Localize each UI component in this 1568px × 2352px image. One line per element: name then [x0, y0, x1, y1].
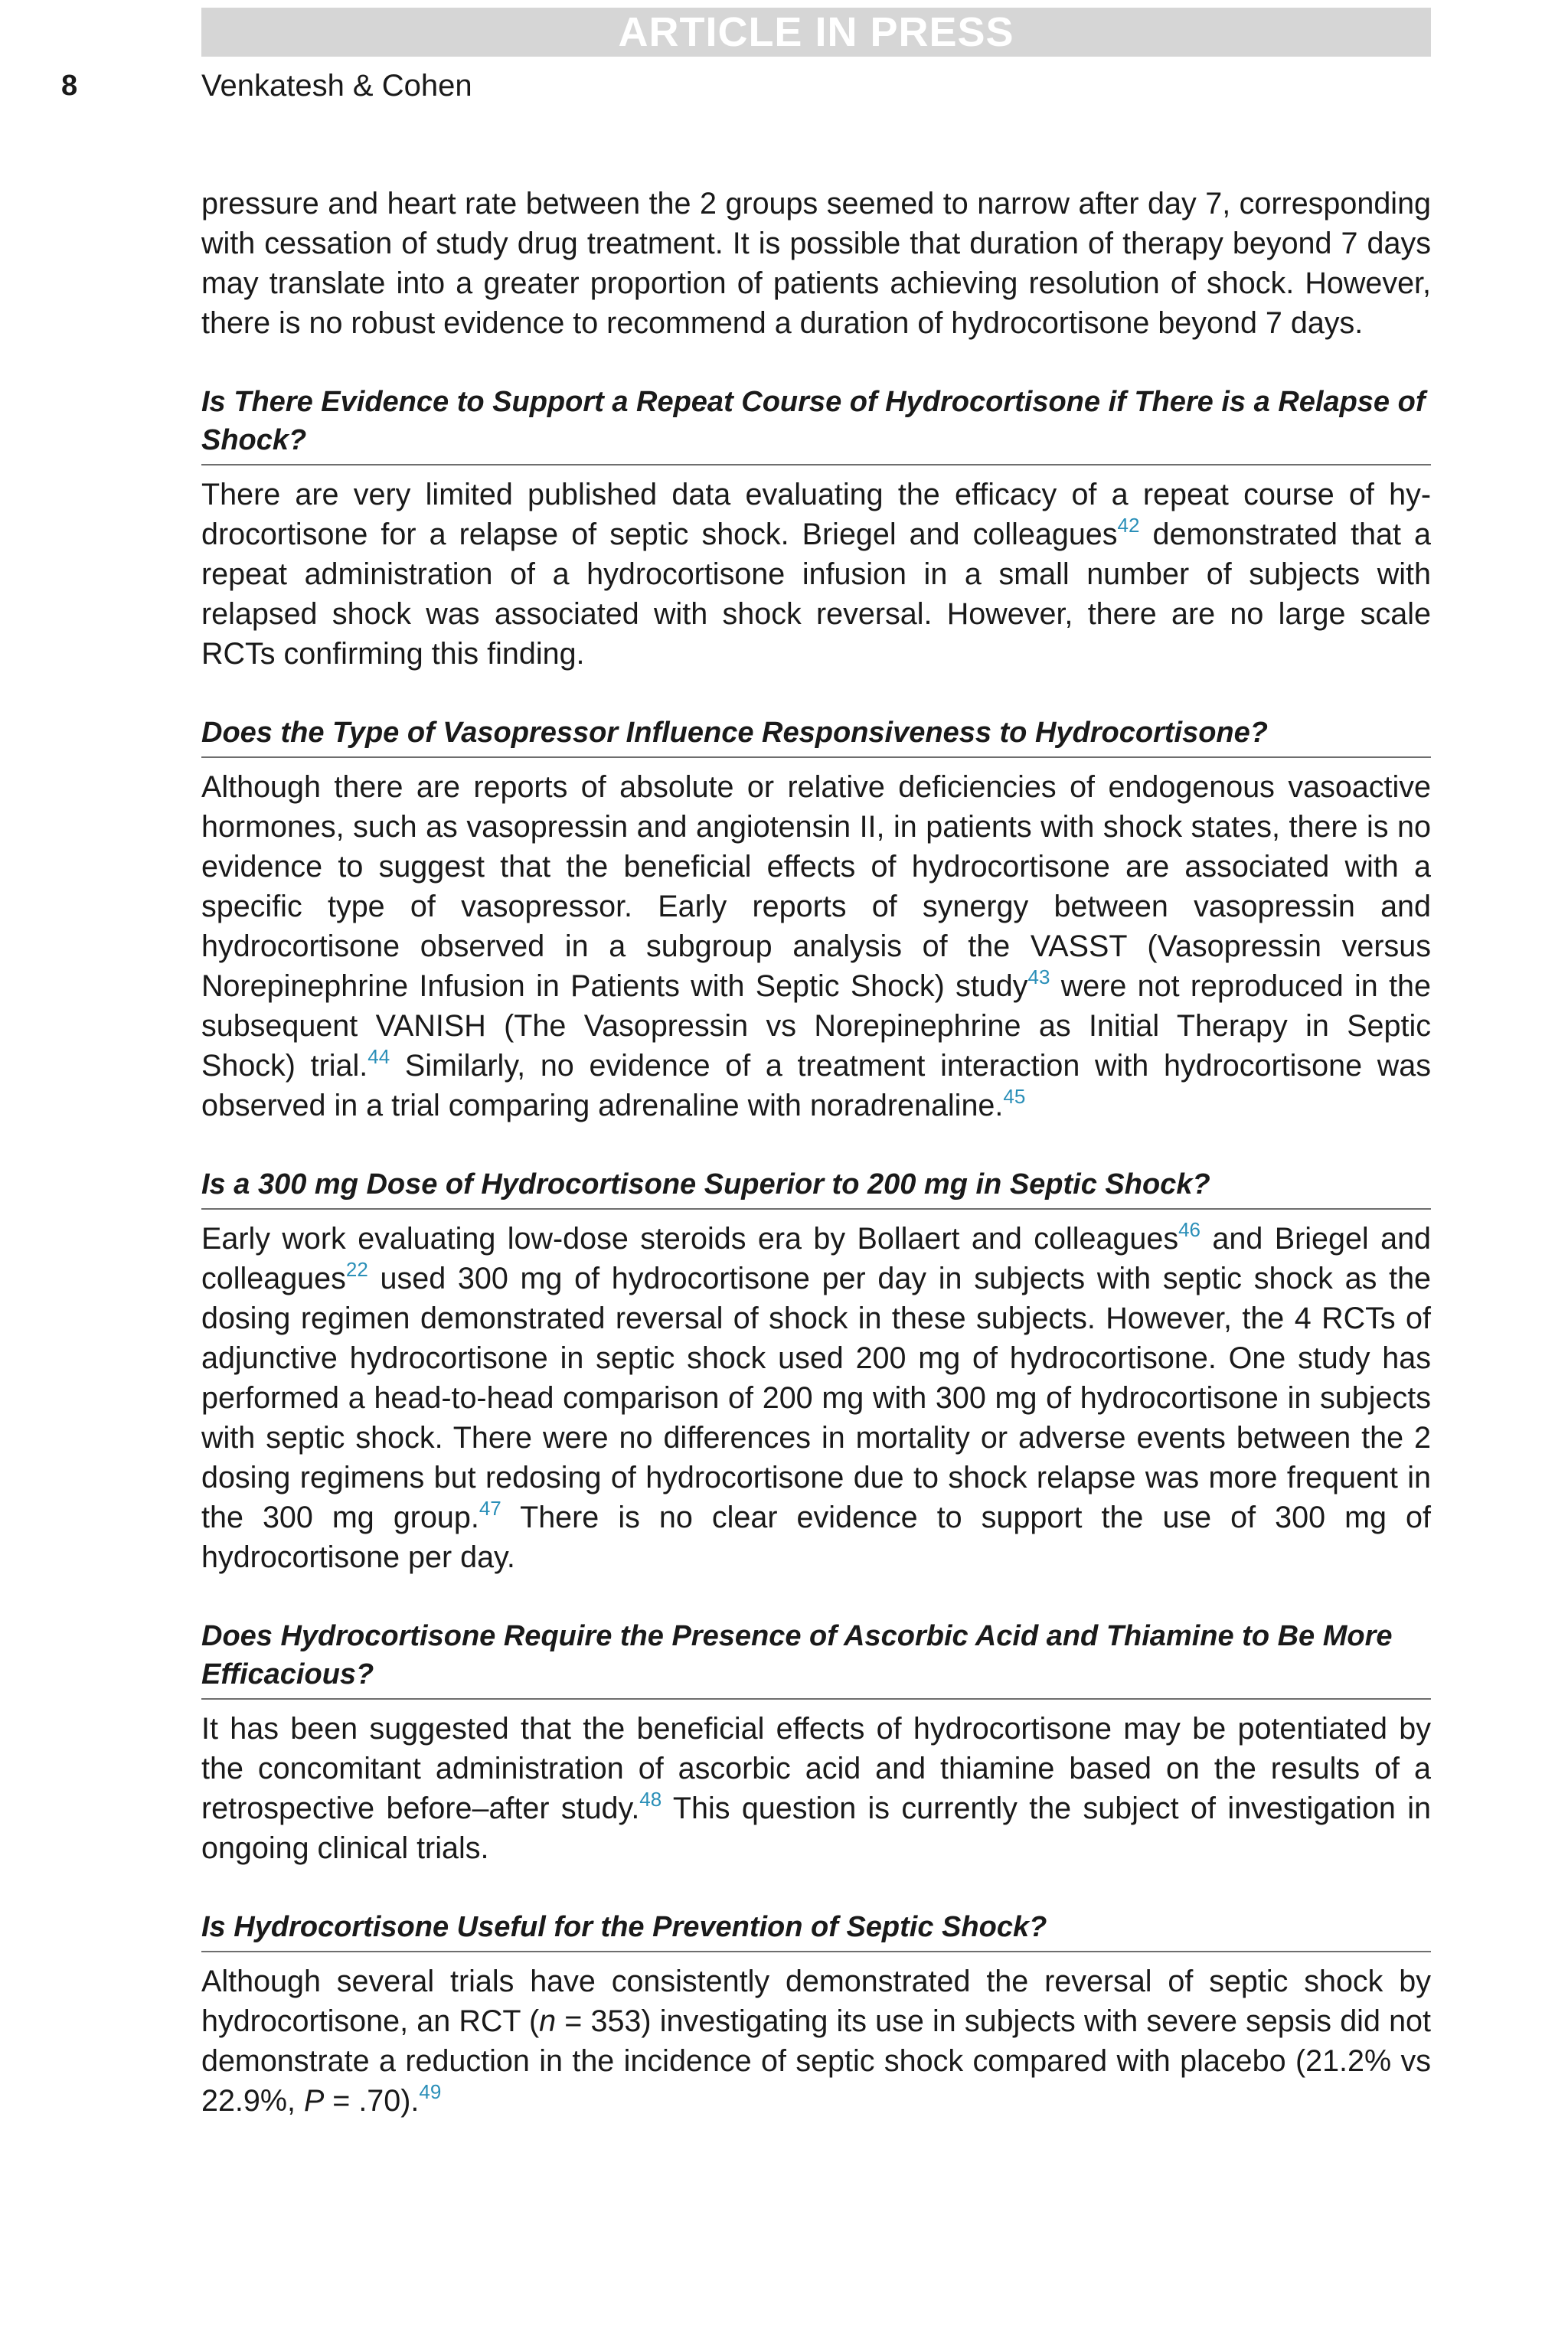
paragraph-text: Similarly, no evidence of a treatment interaction with hydrocortisone was observed in a trial comparing adrenaline with noradrenaline. [201, 1049, 1431, 1122]
reference-link-46[interactable]: 46 [1178, 1218, 1200, 1241]
paragraph-text: = .70). [324, 2084, 420, 2118]
paragraph-text: were not reproduced in the subsequent VANISH (The Vasopressin vs Norepinephrine as Initial Therapy in Septic Shock) trial. [201, 969, 1431, 1083]
variable-n: n [539, 2004, 557, 2038]
reference-link-48[interactable]: 48 [639, 1788, 662, 1811]
paragraph-text: This question is currently the subject of investigation in ongoing clinical trials. [201, 1792, 1431, 1865]
reference-link-42[interactable]: 42 [1117, 514, 1140, 537]
article-in-press-banner: ARTICLE IN PRESS [201, 8, 1431, 57]
section-paragraph [201, 475, 1431, 674]
section-paragraph [201, 1219, 1431, 1577]
paragraph-text: and Briegel and colleagues [201, 1222, 1431, 1295]
paragraph-text: used 300 mg of hydrocortisone per day in subjects with septic shock as the dosing regimen demonstrated reversal of shock in these subjects. However, the 4 RCTs of adjunctive hydrocortisone in septic shock used 200 mg of hydrocortisone. One study has performed a head-to-head comparison of 200 mg with 300 mg of hydrocortisone in subjects with septic shock. There were no differences in mortality or adverse events between the 2 dosing regimens but redosing of hydrocortisone due to shock relapse was more frequent in the 300 mg group. [201, 1262, 1431, 1534]
paragraph-text: Although there are reports of absolute or relative deficiencies of endogenous vasoactive hormones, such as vasopressin and angiotensin II, in patients with shock states, there is no evidence to suggest that the beneficial effects of hydrocortisone are associated with a specific type of vasopressor. Early reports of synergy between vasopressin and hydrocortisone observed in a subgroup analysis of the VASST (Vasopressin versus Norepinephrine Infusion in Patients with Septic Shock) study [201, 770, 1431, 1003]
section-heading: Is Hydrocortisone Useful for the Prevention of Septic Shock? [201, 1908, 1431, 1952]
section-paragraph [201, 1962, 1431, 2121]
paragraph-text: There is no clear evidence to support the use of 300 mg of hydrocortisone per day. [201, 1501, 1431, 1574]
paragraph-text: It has been suggested that the beneficial effects of hydrocortisone may be potentiated by the concomitant administration of ascorbic acid and thiamine based on the results of a retrospective before–after study. [201, 1712, 1431, 1825]
running-head-authors: Venkatesh & Cohen [201, 69, 472, 103]
article-body [201, 184, 1431, 2121]
paragraph-text: There are very limited published data evaluating the efficacy of a repeat course of hydrocortisone for a relapse of septic shock. Briegel and colleagues [201, 478, 1431, 551]
section-vasopressor-type [201, 714, 1431, 1125]
paragraph-text: Although several trials have consistently demonstrated the reversal of septic shock by hydrocortisone, an RCT ( [201, 1965, 1431, 2038]
reference-link-44[interactable]: 44 [368, 1045, 390, 1068]
section-heading: Does Hydrocortisone Require the Presence of Ascorbic Acid and Thiamine to Be More Efficacious? [201, 1617, 1431, 1700]
section-paragraph [201, 767, 1431, 1125]
section-ascorbic-acid-thiamine [201, 1617, 1431, 1868]
section-dose-comparison [201, 1165, 1431, 1577]
paragraph-text: demonstrated that a repeat administration of a hydrocortisone infusion in a small number of subjects with relapsed shock was associated with shock reversal. However, there are no large scale RCTs confirming this finding. [201, 518, 1431, 671]
reference-link-45[interactable]: 45 [1003, 1085, 1026, 1108]
reference-link-43[interactable]: 43 [1027, 965, 1050, 988]
page-number: 8 [61, 70, 78, 102]
section-repeat-course [201, 383, 1431, 674]
section-heading: Is There Evidence to Support a Repeat Course of Hydrocortisone if There is a Relapse of Shock? [201, 383, 1431, 466]
section-prevention [201, 1908, 1431, 2121]
section-heading: Does the Type of Vasopressor Influence Responsiveness to Hydrocortisone? [201, 714, 1431, 758]
variable-p: P [303, 2084, 325, 2118]
paragraph-text: = 353) investigating its use in subjects with severe sepsis did not demonstrate a reduction in the incidence of septic shock compared with placebo (21.2% vs 22.9%, [201, 2004, 1431, 2118]
section-heading: Is a 300 mg Dose of Hydrocortisone Superior to 200 mg in Septic Shock? [201, 1165, 1431, 1210]
reference-link-49[interactable]: 49 [419, 2080, 442, 2103]
paragraph-text: Early work evaluating low-dose steroids era by Bollaert and colleagues [201, 1222, 1179, 1256]
intro-paragraph: pressure and heart rate between the 2 groups seemed to narrow after day 7, corresponding with cessation of study drug treatment. It is possible that duration of therapy beyond 7 days may translate into a greater proportion of patients achieving resolution of shock. However, there is no robust evidence to recommend a duration of hydrocortisone beyond 7 days. [201, 187, 1431, 340]
reference-link-22[interactable]: 22 [345, 1258, 368, 1281]
reference-link-47[interactable]: 47 [479, 1497, 501, 1520]
section-paragraph [201, 1709, 1431, 1868]
